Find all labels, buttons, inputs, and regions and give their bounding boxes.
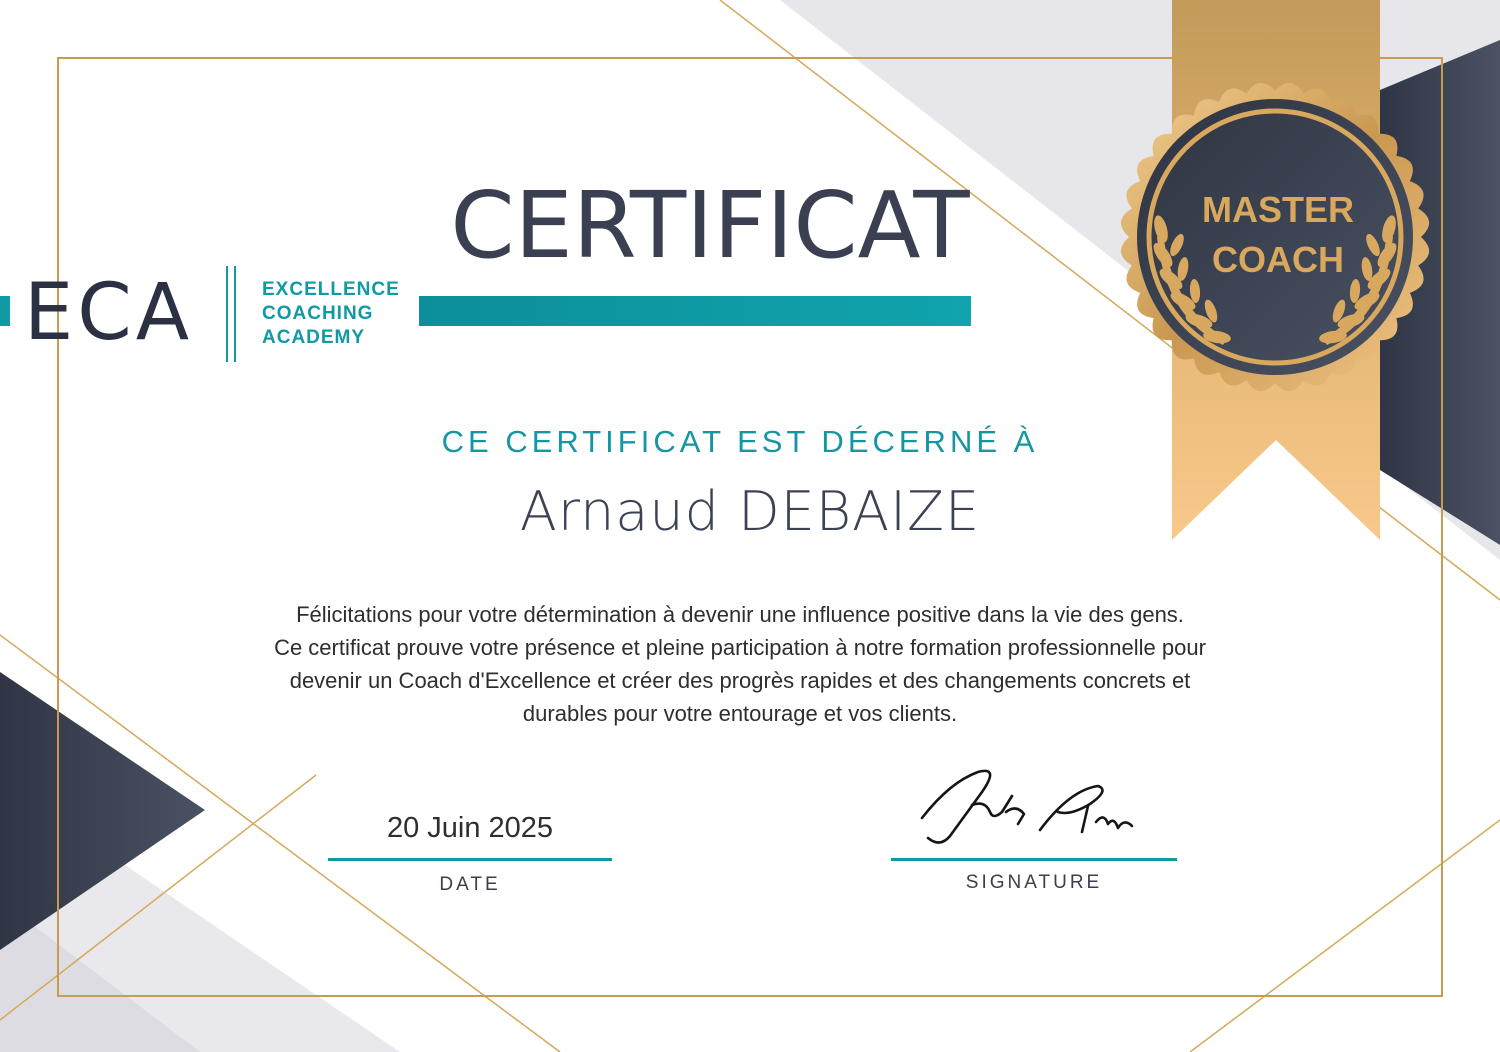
body-line: durables pour votre entourage et vos clients. <box>522 701 958 726</box>
body-line: Ce certificat prouve votre présence et pleine participation à notre formation professionnelle pour <box>274 635 1206 660</box>
date-value: 20 Juin 2025 <box>386 812 554 844</box>
certificate-body <box>200 598 1280 730</box>
signature-image <box>922 771 1132 843</box>
logo-letters: ECA <box>24 268 194 358</box>
logo-accent-mark <box>0 296 10 326</box>
logo-divider <box>226 266 228 362</box>
org-name-line-1: EXCELLENCE <box>262 279 400 300</box>
date-line <box>328 858 612 861</box>
signature-line <box>891 858 1177 861</box>
signature-label: SIGNATURE <box>965 872 1103 893</box>
logo-divider <box>234 266 236 362</box>
org-name-line-2: COACHING <box>262 303 374 324</box>
recipient-name: Arnaud DEBAIZE <box>519 480 981 543</box>
body-line: devenir un Coach d'Excellence et créer des progrès rapides et des changements concrets et <box>289 668 1191 693</box>
org-name-line-3: ACADEMY <box>262 327 366 348</box>
body-line: Félicitations pour votre détermination à devenir une influence positive dans la vie des gens. <box>296 602 1184 627</box>
awarded-to-label: CE CERTIFICAT EST DÉCERNÉ À <box>441 424 1039 459</box>
seal-text-line-2: COACH <box>1212 239 1344 280</box>
title-underline-bar <box>419 296 971 326</box>
date-label: DATE <box>439 874 501 895</box>
seal-text-line-1: MASTER <box>1202 189 1354 230</box>
certificate-title: CERTIFICAT <box>450 172 970 279</box>
